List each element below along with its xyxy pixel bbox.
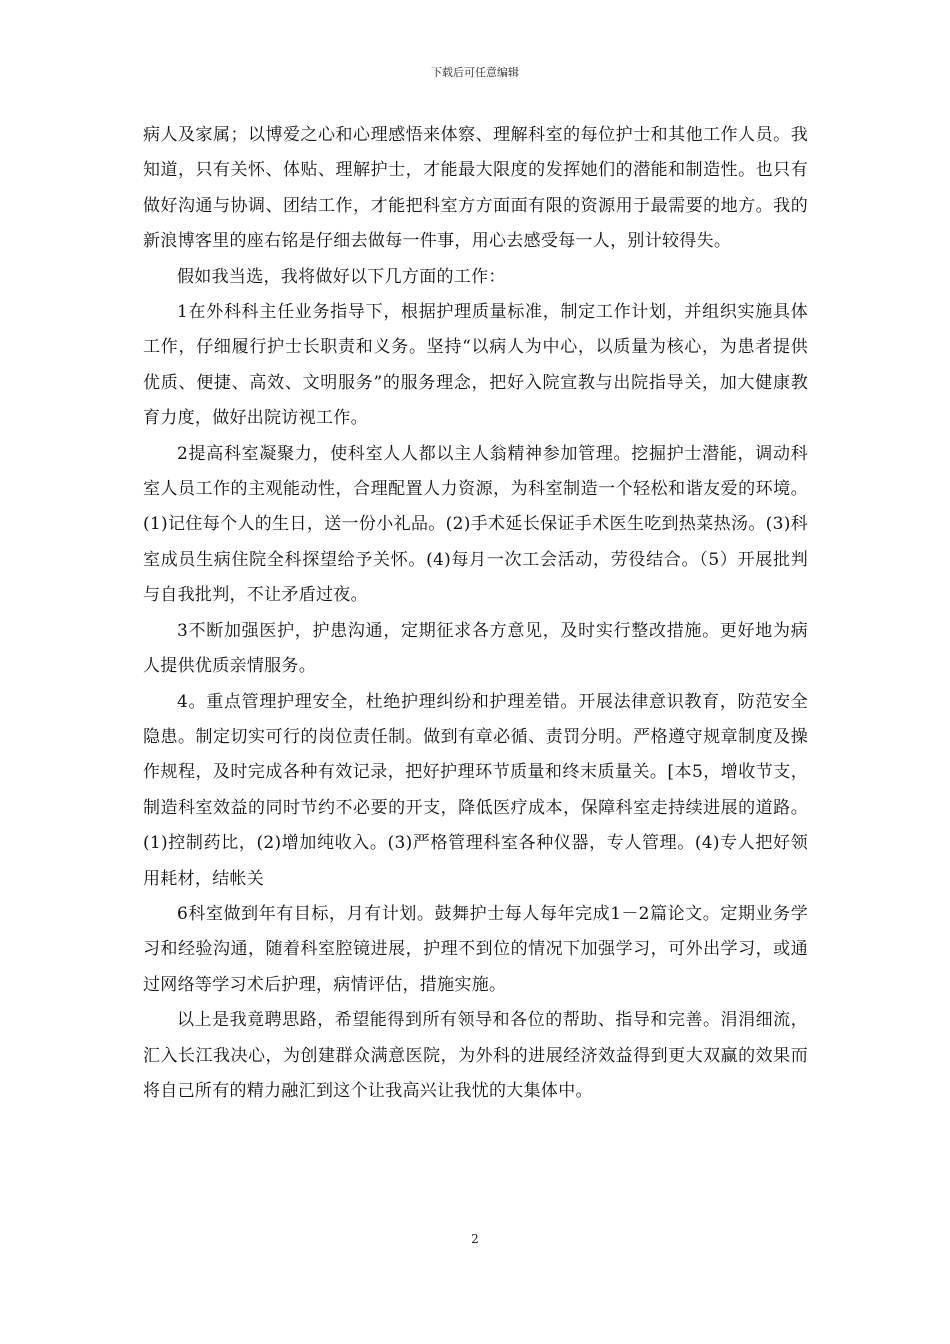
page-header: 下载后可任意编辑 [431,66,519,79]
paragraph-item-3: 3不断加强医护，护患沟通，定期征求各方意见，及时实行整改措施。更好地为病人提供优质亲情服务。 [143,620,808,677]
paragraph-item-6: 6科室做到年有目标，月有计划。鼓舞护士每人每年完成1－2篇论文。定期业务学习和经验沟通，随着科室腔镜进展，护理不到位的情况下加强学习，可外出学习，或通过网络等学习术后护理，病情评估，措施实施。 [143,903,808,995]
paragraph-item-1: 1在外科科主任业务指导下，根据护理质量标准，制定工作计划，并组织实施具体工作，仔细履行护士长职责和义务。坚持“以病人为中心，以质量为核心，为患者提供优质、便捷、高效、文明服务”的服务理念，把好入院宣教与出院指导关，加大健康教育力度，做好出院访视工作。 [143,302,808,429]
page-number: 2 [471,1232,479,1246]
paragraph-item-4: 4。重点管理护理安全，杜绝护理纠纷和护理差错。开展法律意识教育，防范安全隐患。制定切实可行的岗位责任制。做到有章必循、责罚分明。严格遵守规章制度及操作规程，及时完成各种有效记录，把好护理环节质量和终末质量关。[本5，增收节支，制造科室效益的同时节约不必要的开支，降低医疗成本，保障科室走持续进展的道路。(1)控制药比，(2)增加纯收入。(3)严格管理科室各种仪器，专人管理。(4)专人把好领用耗材，结帐关 [143,691,808,889]
paragraph-intro: 假如我当选，我将做好以下几方面的工作： [177,266,506,287]
document-body [143,118,808,1109]
paragraph-continuation: 病人及家属；以博爱之心和心理感悟来体察、理解科室的每位护士和其他工作人员。我知道，只有关怀、体贴、理解护士，才能最大限度的发挥她们的潜能和制造性。也只有做好沟通与协调、团结工作，才能把科室方方面面有限的资源用于最需要的地方。我的新浪博客里的座右铭是仔细去做每一件事，用心去感受每一人，别计较得失。 [143,125,808,252]
paragraph-closing: 以上是我竟聘思路，希望能得到所有领导和各位的帮助、指导和完善。涓涓细流，汇入长江我决心，为创建群众满意医院，为外科的进展经济效益得到更大双赢的效果而将自己所有的精力融汇到这个让我高兴让我忧的大集体中。 [143,1010,808,1101]
paragraph-item-2: 2提高科室凝聚力，使科室人人都以主人翁精神参加管理。挖掘护士潜能，调动科室人员工作的主观能动性，合理配置人力资源，为科室制造一个轻松和谐友爱的环境。(1)记住每个人的生日，送一份小礼品。(2)手术延长保证手术医生吃到热菜热汤。(3)科室成员生病住院全科探望给予关怀。(4)每月一次工会活动，劳役结合。（5）开展批判与自我批判，不让矛盾过夜。 [143,443,808,606]
